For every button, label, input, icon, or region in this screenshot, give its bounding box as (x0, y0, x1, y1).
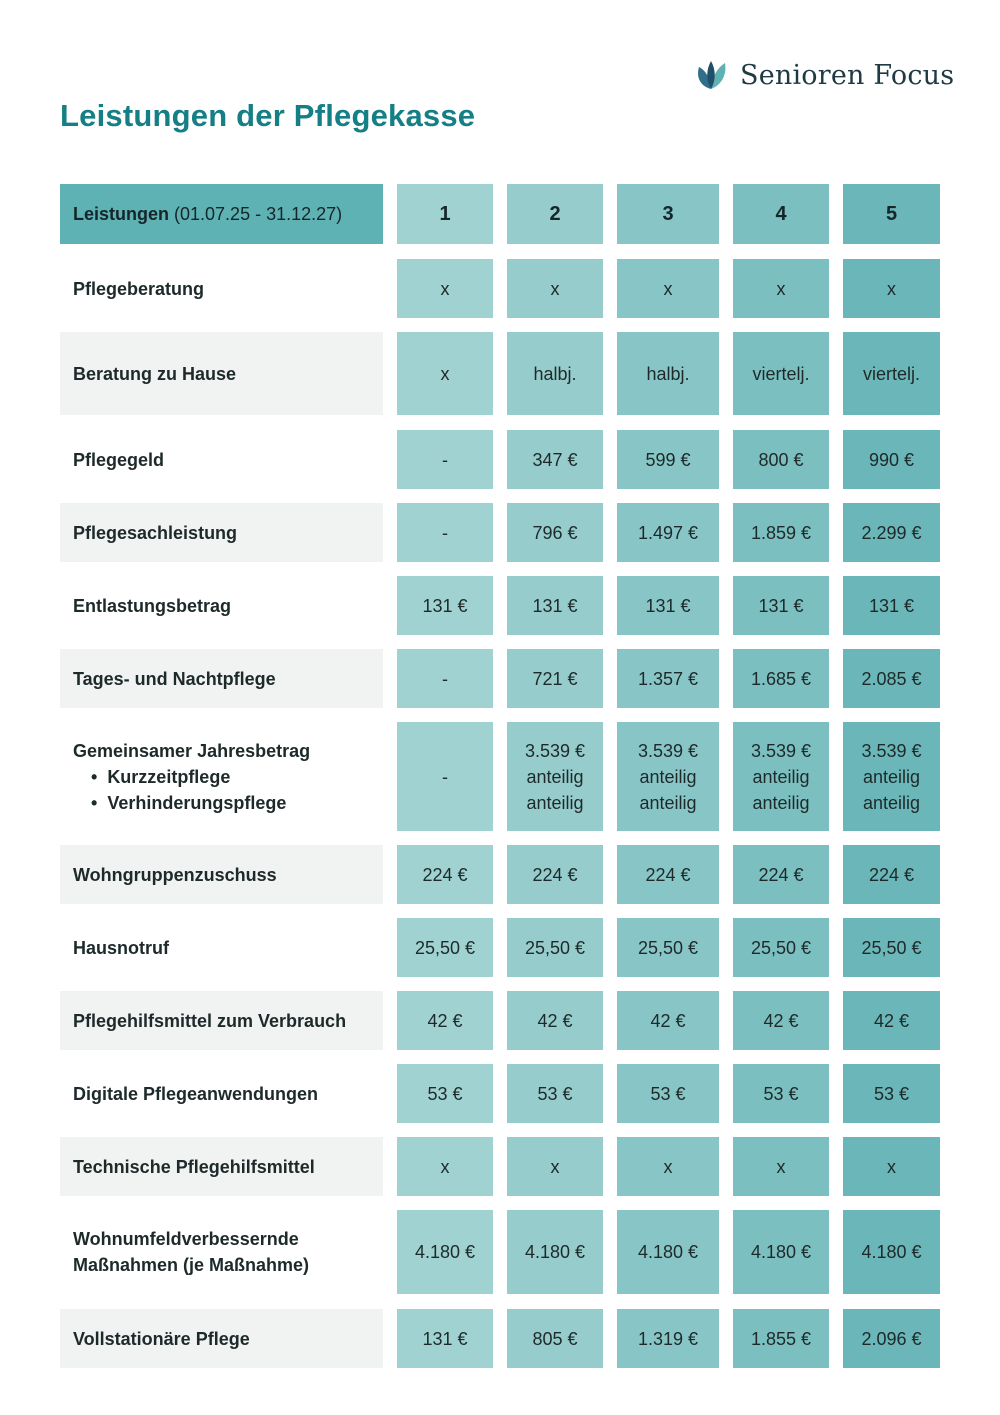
table-cell: halbj. (617, 332, 719, 415)
row-label-text: Pflegeberatung (73, 278, 205, 299)
table-cell: 131 € (397, 576, 493, 635)
row-label (60, 845, 383, 904)
row-label (60, 259, 383, 318)
cell-line: 3.539 € (861, 740, 922, 761)
table-cell: x (397, 259, 493, 318)
table-cell: 131 € (733, 576, 829, 635)
table-cell: halbj. (507, 332, 603, 415)
table-cell: x (617, 259, 719, 318)
row-label-text: Hausnotruf (73, 937, 169, 958)
row-label-text: Vollstationäre Pflege (73, 1328, 250, 1349)
table-cell: 599 € (617, 430, 719, 489)
table-cell: 224 € (507, 845, 603, 904)
table-cell: 42 € (617, 991, 719, 1050)
table-cell (397, 722, 493, 831)
header-label-period: (01.07.25 - 31.12.27) (174, 203, 343, 224)
table-cell: 1.319 € (617, 1309, 719, 1368)
table-cell: viertelj. (733, 332, 829, 415)
table-cell: 2.299 € (843, 503, 940, 562)
table-cell: viertelj. (843, 332, 940, 415)
row-label-text: Pflegegeld (73, 449, 165, 470)
table-cell: 800 € (733, 430, 829, 489)
cell-line: anteilig (639, 766, 697, 787)
table-cell: x (507, 1137, 603, 1196)
brand-logo (694, 56, 954, 94)
row-label-text: Gemeinsamer Jahresbetrag (73, 740, 311, 761)
table-cell: 53 € (617, 1064, 719, 1123)
row-sub-item: • Kurzzeitpflege (91, 764, 383, 790)
row-label (60, 991, 383, 1050)
table-cell: 1.855 € (733, 1309, 829, 1368)
table-cell: x (843, 259, 940, 318)
table-cell (617, 722, 719, 831)
table-cell: x (397, 1137, 493, 1196)
table-cell: 42 € (507, 991, 603, 1050)
table-cell: - (397, 649, 493, 708)
table-cell: 796 € (507, 503, 603, 562)
table-cell (507, 722, 603, 831)
table-cell: x (617, 1137, 719, 1196)
table-cell: 224 € (617, 845, 719, 904)
row-label (60, 503, 383, 562)
table-cell: 721 € (507, 649, 603, 708)
table-cell: 4.180 € (843, 1210, 940, 1294)
cell-line: 3.539 € (524, 740, 586, 761)
table-cell: 42 € (397, 991, 493, 1050)
table-cell: 1.685 € (733, 649, 829, 708)
table-cell: 990 € (843, 430, 940, 489)
table-cell: 1.859 € (733, 503, 829, 562)
row-label (60, 1210, 383, 1294)
table-cell: 4.180 € (733, 1210, 829, 1294)
table-cell: 25,50 € (617, 918, 719, 977)
cell-line: anteilig (526, 766, 584, 787)
table-cell: 131 € (617, 576, 719, 635)
table-cell: 53 € (843, 1064, 940, 1123)
table-cell: 25,50 € (843, 918, 940, 977)
row-label-text: Pflegehilfsmittel zum Verbrauch (73, 1010, 347, 1031)
grade-header-2: 2 (507, 184, 603, 244)
row-label (60, 1064, 383, 1123)
table-cell: 805 € (507, 1309, 603, 1368)
table-cell: x (397, 332, 493, 415)
table-cell: 1.497 € (617, 503, 719, 562)
grade-header-3: 3 (617, 184, 719, 244)
table-cell: 53 € (733, 1064, 829, 1123)
row-label (60, 918, 383, 977)
table-cell: 42 € (843, 991, 940, 1050)
table-cell: 4.180 € (617, 1210, 719, 1294)
row-label (60, 1137, 383, 1196)
row-label (60, 430, 383, 489)
table-cell: x (733, 1137, 829, 1196)
cell-line: anteilig (752, 792, 810, 813)
table-cell: 4.180 € (397, 1210, 493, 1294)
table-cell: 2.096 € (843, 1309, 940, 1368)
row-sub-item: • Verhinderungspflege (91, 790, 383, 816)
cell-line: anteilig (752, 766, 810, 787)
header-label-bold: Leistungen (73, 203, 170, 224)
grade-header-5: 5 (843, 184, 940, 244)
table-cell: 224 € (397, 845, 493, 904)
table-cell: 131 € (507, 576, 603, 635)
row-label-text: Wohngruppenzuschuss (73, 864, 277, 885)
table-cell: 224 € (843, 845, 940, 904)
table-cell: 4.180 € (507, 1210, 603, 1294)
table-cell: 25,50 € (507, 918, 603, 977)
row-label (60, 649, 383, 708)
leaf-logo-icon (694, 58, 728, 92)
row-sub-items (73, 764, 383, 816)
table-cell: 53 € (507, 1064, 603, 1123)
cell-line: anteilig (862, 792, 921, 813)
row-label-text: Beratung zu Hause (73, 363, 237, 384)
table-cell: - (397, 503, 493, 562)
table-cell: 131 € (843, 576, 940, 635)
table-cell: 53 € (397, 1064, 493, 1123)
row-label-text: Pflegesachleistung (73, 522, 238, 543)
row-label (60, 332, 383, 415)
table-cell: 2.085 € (843, 649, 940, 708)
table-cell: 25,50 € (397, 918, 493, 977)
cell-line: anteilig (639, 792, 697, 813)
table-header-label (60, 184, 383, 244)
table-cell: 42 € (733, 991, 829, 1050)
cell-line: anteilig (526, 792, 584, 813)
table-cell (733, 722, 829, 831)
table-cell: 25,50 € (733, 918, 829, 977)
cell-line: 3.539 € (750, 740, 812, 761)
table-cell: - (397, 430, 493, 489)
brand-name: Senioren Focus (740, 59, 955, 91)
row-label (60, 576, 383, 635)
table-cell: 347 € (507, 430, 603, 489)
cell-line: 3.539 € (637, 740, 699, 761)
table-cell: 1.357 € (617, 649, 719, 708)
cell-line: - (442, 766, 448, 787)
table-cell: 131 € (397, 1309, 493, 1368)
page-title: Leistungen der Pflegekasse (60, 98, 476, 133)
row-label-text: Tages- und Nachtpflege (73, 668, 276, 689)
cell-line: anteilig (862, 766, 921, 787)
row-label-text: Wohnumfeldverbessernde Maßnahmen (je Maßnahme) (73, 1229, 310, 1275)
row-label-text: Entlastungsbetrag (73, 595, 232, 616)
table-cell: 224 € (733, 845, 829, 904)
table-cell (843, 722, 940, 831)
table-cell: x (843, 1137, 940, 1196)
row-label-text: Digitale Pflegeanwendungen (73, 1083, 319, 1104)
table-cell: x (733, 259, 829, 318)
grade-header-4: 4 (733, 184, 829, 244)
table-cell: x (507, 259, 603, 318)
grade-header-1: 1 (397, 184, 493, 244)
row-label (60, 1309, 383, 1368)
row-label-text: Technische Pflegehilfsmittel (73, 1156, 315, 1177)
row-label (60, 722, 383, 831)
